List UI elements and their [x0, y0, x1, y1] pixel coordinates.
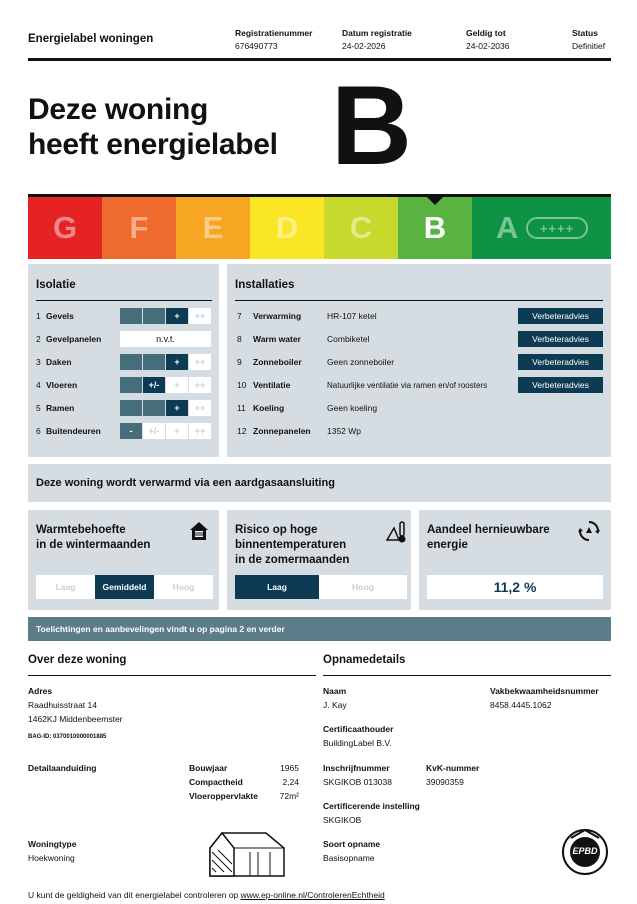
scale-band-d	[250, 197, 324, 259]
scale-letter-g: G	[52, 210, 78, 245]
vak-value: 8458.4445.1062	[490, 700, 552, 710]
isolatie-row-buitendeuren	[36, 423, 212, 439]
warmtebehoefte-title	[36, 523, 150, 553]
level-segment: ++	[189, 423, 211, 439]
level-segment	[143, 400, 165, 416]
instelling-block	[323, 799, 420, 827]
over-title: Over deze woning	[28, 654, 127, 666]
epbd-logo	[561, 828, 609, 876]
not-applicable-box: n.v.t.	[120, 331, 211, 347]
corner-house-icon	[208, 830, 288, 880]
hernieuwbaar-title-line1: Aandeel hernieuwbare	[427, 524, 550, 536]
scale-band-f	[102, 197, 176, 259]
hero-title	[28, 92, 278, 162]
inst-value: SKGIKOB	[323, 815, 362, 825]
valid-until-value: 24-02-2036	[466, 41, 510, 51]
inst-label: Certificerende instelling	[323, 801, 420, 811]
row-number: 12	[237, 426, 247, 436]
energy-label-letter: B	[331, 63, 412, 188]
status	[572, 27, 605, 53]
valid-until	[466, 27, 509, 53]
footer	[28, 890, 385, 900]
kvk-value: 39090359	[426, 777, 464, 787]
hernieuwbaar-title	[427, 523, 550, 553]
row-label: Verwarming	[253, 311, 302, 321]
scale-band-g	[28, 197, 102, 259]
level-segment	[120, 400, 142, 416]
row-number: 9	[237, 357, 242, 367]
level-segment	[143, 354, 165, 370]
status-value: Definitief	[572, 41, 606, 51]
row-label: Gevels	[46, 311, 74, 321]
inschr-label: Inschrijfnummer	[323, 763, 390, 773]
row-number: 11	[237, 403, 246, 413]
heating-panel	[28, 464, 611, 502]
risico-title	[235, 523, 349, 568]
registration-date	[342, 27, 412, 53]
bag-id: BAG-ID: 0370010000001885	[28, 734, 107, 740]
cert-value: BuildingLabel B.V.	[323, 738, 392, 748]
row-number: 6	[36, 426, 41, 436]
row-label: Gevelpanelen	[46, 334, 102, 344]
advice-button-zonneboiler[interactable]: Verbeteradvies	[518, 354, 603, 370]
inschrijf-block	[323, 761, 392, 789]
row-label: Zonnepanelen	[253, 426, 311, 436]
level-segment: -	[120, 423, 142, 439]
advice-button-warm-water[interactable]: Verbeteradvies	[518, 331, 603, 347]
label-pointer	[427, 197, 443, 205]
row-value: HR-107 ketel	[327, 311, 377, 321]
naam-block	[323, 684, 347, 712]
vloer-value: 72m²	[279, 791, 299, 801]
row-number: 7	[237, 311, 242, 321]
level-segment	[120, 377, 142, 393]
thermometer-icon	[385, 520, 407, 544]
scale-letter-e: E	[202, 210, 224, 245]
hero-line-2: heeft energielabel	[28, 128, 278, 161]
installatie-row-zonnepanelen	[237, 423, 603, 439]
adres-line2: 1462KJ Middenbeemster	[28, 714, 123, 724]
over-divider	[28, 675, 316, 676]
woningtype-value: Hoekwoning	[28, 853, 75, 863]
level-segment	[120, 354, 142, 370]
row-label: Zonneboiler	[253, 357, 302, 367]
row-label: Warm water	[253, 334, 301, 344]
row-label: Ramen	[46, 403, 75, 413]
row-value: Combiketel	[327, 334, 370, 344]
soort-opname-block	[323, 837, 380, 865]
row-number: 2	[36, 334, 41, 344]
warmtebehoefte-title-line1: Warmtebehoefte	[36, 524, 126, 536]
bouwjaar-label: Bouwjaar	[189, 763, 228, 773]
footer-text: U kunt de geldigheid van dit energielabel controleren op	[28, 890, 241, 900]
adres-block	[28, 684, 123, 726]
row-label: Ventilatie	[253, 380, 291, 390]
isolatie-row-ramen	[36, 400, 212, 416]
scale-letter-c: C	[349, 210, 373, 245]
risico-card	[227, 510, 411, 610]
row-label: Daken	[46, 357, 72, 367]
installatie-row-verwarming	[237, 308, 603, 324]
detail-label-text: Detailaanduiding	[28, 763, 97, 773]
vak-label: Vakbekwaamheidsnummer	[490, 686, 599, 696]
registration-date-value: 24-02-2026	[342, 41, 386, 51]
risico-scale	[235, 575, 407, 599]
hero-line-1: Deze woning	[28, 93, 209, 126]
detail-label	[28, 761, 96, 775]
isolatie-row-gevels	[36, 308, 212, 324]
advice-button-verwarming[interactable]: Verbeteradvies	[518, 308, 603, 324]
house-heating-icon	[188, 520, 210, 542]
soort-label: Soort opname	[323, 839, 381, 849]
row-value: Geen koeling	[327, 403, 378, 413]
renewable-share-value: 11,2 %	[427, 575, 603, 599]
scale-letter-d: D	[275, 210, 299, 245]
option-laag: Laag	[36, 575, 95, 599]
soort-value: Basisopname	[323, 853, 375, 863]
isolatie-title: Isolatie	[36, 279, 76, 291]
naam-label: Naam	[323, 686, 347, 696]
level-segment: ++	[189, 308, 211, 324]
scale-band-b	[398, 197, 472, 259]
scale-band-e	[176, 197, 250, 259]
isolatie-row-gevelpanelen	[36, 331, 212, 347]
level-segment: +/-	[143, 423, 165, 439]
row-number: 8	[237, 334, 242, 344]
compact-value: 2,24	[282, 777, 299, 787]
risico-title-line1: Risico op hoge	[235, 524, 318, 536]
valid-until-label: Geldig tot	[466, 28, 506, 38]
opname-divider	[323, 675, 611, 676]
level-segment: +/-	[143, 377, 165, 393]
compact-label: Compactheid	[189, 777, 243, 787]
option-gemiddeld: Gemiddeld	[95, 575, 154, 599]
level-segment: +	[166, 377, 188, 393]
level-segment: +	[166, 354, 188, 370]
opname-title: Opnamedetails	[323, 654, 406, 666]
kvk-block	[426, 761, 479, 789]
vakbekwaamheid-block	[490, 684, 599, 712]
building-facts	[189, 761, 299, 803]
header-divider	[28, 58, 611, 61]
verify-link[interactable]: www.ep-online.nl/ControlerenEchtheid	[240, 890, 385, 900]
level-segment: +	[166, 308, 188, 324]
row-number: 5	[36, 403, 41, 413]
row-number: 1	[36, 311, 41, 321]
row-number: 3	[36, 357, 41, 367]
level-segment: +	[166, 400, 188, 416]
inschr-value: SKGIKOB 013038	[323, 777, 392, 787]
energy-scale	[28, 197, 611, 259]
registration-number-value: 676490773	[235, 41, 278, 51]
level-segment: ++	[189, 400, 211, 416]
level-segment	[120, 308, 142, 324]
level-segment: ++	[189, 354, 211, 370]
naam-value: J. Kay	[323, 700, 347, 710]
isolatie-panel	[28, 264, 219, 457]
cert-label: Certificaathouder	[323, 724, 394, 734]
bouwjaar-value: 1965	[280, 763, 299, 773]
heating-text: Deze woning wordt verwarmd via een aardgasaansluiting	[36, 477, 335, 489]
row-label: Buitendeuren	[46, 426, 101, 436]
isolatie-divider	[36, 300, 212, 301]
isolatie-row-vloeren	[36, 377, 212, 393]
registration-date-label: Datum registratie	[342, 28, 412, 38]
scale-plus-badge: ++++	[526, 217, 588, 239]
renewable-cycle-icon	[577, 519, 601, 543]
row-label: Koeling	[253, 403, 285, 413]
status-label: Status	[572, 28, 598, 38]
option-hoog: Hoog	[154, 575, 213, 599]
hernieuwbaar-card	[419, 510, 611, 610]
row-value: Natuurlijke ventilatie via ramen en/of roosters	[327, 380, 488, 390]
installaties-title: Installaties	[235, 279, 295, 291]
row-number: 4	[36, 380, 41, 390]
installaties-panel	[227, 264, 611, 457]
scale-letter-b: B	[423, 210, 447, 245]
certificaathouder-block	[323, 722, 393, 750]
info-banner: Toelichtingen en aanbevelingen vindt u op pagina 2 en verder	[28, 617, 611, 641]
epbd-logo-text: EPBD	[572, 846, 598, 856]
woningtype-label: Woningtype	[28, 839, 77, 849]
advice-button-ventilatie[interactable]: Verbeteradvies	[518, 377, 603, 393]
hernieuwbaar-title-line2: energie	[427, 539, 468, 551]
vloer-label: Vloeroppervlakte	[189, 791, 258, 801]
scale-letter-a: A	[496, 210, 519, 245]
warmtebehoefte-title-line2: in de wintermaanden	[36, 539, 151, 551]
installaties-divider	[235, 300, 603, 301]
warmtebehoefte-card	[28, 510, 219, 610]
registration-number	[235, 27, 312, 53]
option-laag: Laag	[235, 575, 319, 599]
adres-label: Adres	[28, 686, 53, 696]
scale-band-a	[472, 197, 611, 259]
kvk-label: KvK-nummer	[426, 763, 480, 773]
scale-letter-f: F	[129, 210, 149, 245]
risico-title-line2: binnentemperaturen	[235, 539, 347, 551]
level-segment	[143, 308, 165, 324]
adres-line1: Raadhuisstraat 14	[28, 700, 97, 710]
option-hoog: Hoog	[319, 575, 407, 599]
installatie-row-warm-water	[237, 331, 603, 347]
row-number: 10	[237, 380, 247, 390]
risico-title-line3: in de zomermaanden	[235, 554, 350, 566]
installatie-row-koeling	[237, 400, 603, 416]
row-label: Vloeren	[46, 380, 78, 390]
registration-number-label: Registratienummer	[235, 28, 313, 38]
row-value: 1352 Wp	[327, 426, 362, 436]
level-segment: ++	[189, 377, 211, 393]
warmtebehoefte-scale	[36, 575, 213, 599]
installatie-row-ventilatie	[237, 377, 603, 393]
scale-band-c	[324, 197, 398, 259]
row-value: Geen zonneboiler	[327, 357, 395, 367]
isolatie-row-daken	[36, 354, 212, 370]
installatie-row-zonneboiler	[237, 354, 603, 370]
woningtype-block	[28, 837, 76, 865]
document-title: Energielabel woningen	[28, 33, 154, 45]
level-segment: +	[166, 423, 188, 439]
